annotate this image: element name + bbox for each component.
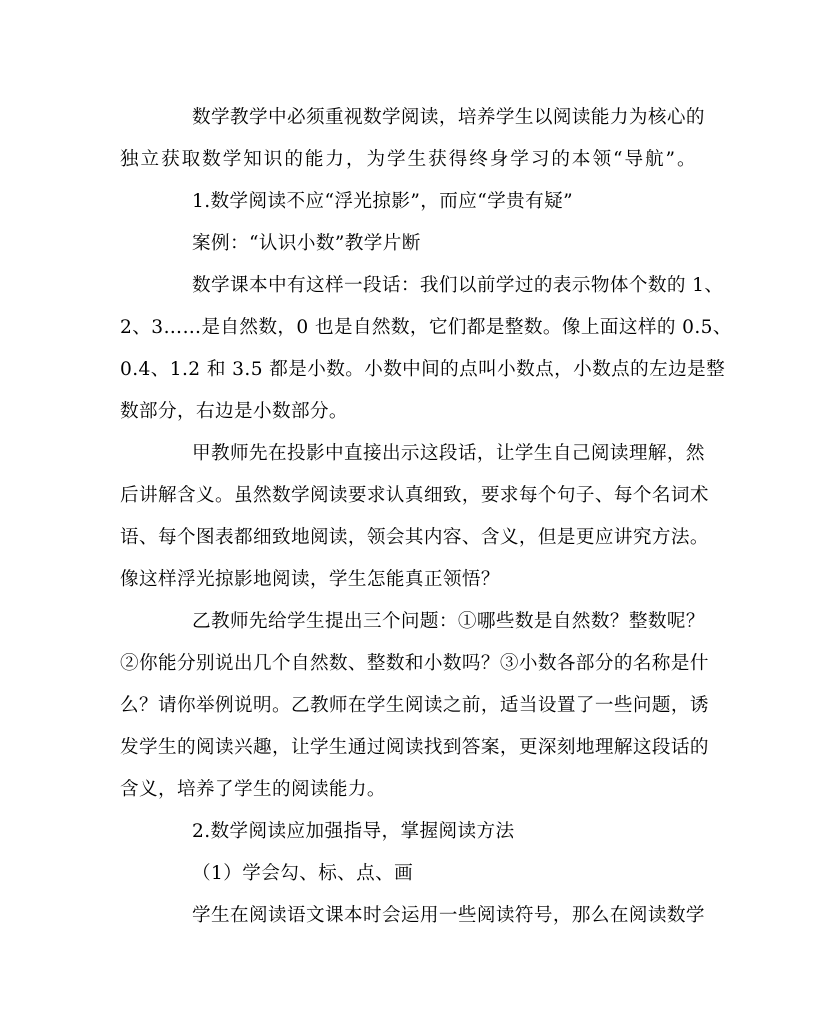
paragraph-line: 像这样浮光掠影地阅读，学生怎能真正领悟？ <box>120 569 500 590</box>
paragraph-line: 后讲解含义。虽然数学阅读要求认真细致，要求每个句子、每个名词术 <box>120 485 709 506</box>
paragraph-line: 数部分，右边是小数部分。 <box>120 401 348 422</box>
subsection-heading: （1）学会勾、标、点、画 <box>192 863 414 884</box>
paragraph-line: 乙教师先给学生提出三个问题：①哪些数是自然数？整数呢？ <box>192 611 705 632</box>
paragraph-line: 语、每个图表都细致地阅读，领会其内容、含义，但是更应讲究方法。 <box>120 527 709 548</box>
section-heading: 1.数学阅读不应“浮光掠影”，而应“学贵有疑” <box>192 191 574 212</box>
paragraph-line: 独立获取数学知识的能力，为学生获得终身学习的本领“导航”。 <box>120 149 696 170</box>
case-title: 案例：“认识小数”教学片断 <box>192 233 421 254</box>
paragraph-line: 0.4、1.2 和 3.5 都是小数。小数中间的点叫小数点，小数点的左边是整 <box>120 359 726 380</box>
paragraph-line: ②你能分别说出几个自然数、整数和小数吗？③小数各部分的名称是什 <box>120 653 709 674</box>
section-heading: 2.数学阅读应加强指导，掌握阅读方法 <box>192 821 515 842</box>
paragraph-line: 数学课本中有这样一段话：我们以前学过的表示物体个数的 1、 <box>192 275 724 296</box>
paragraph-line: 数学教学中必须重视数学阅读，培养学生以阅读能力为核心的 <box>192 107 705 128</box>
paragraph-line: 发学生的阅读兴趣，让学生通过阅读找到答案，更深刻地理解这段话的 <box>120 737 709 758</box>
paragraph-line: 2、3……是自然数，0 也是自然数，它们都是整数。像上面这样的 0.5、 <box>120 317 732 338</box>
paragraph-line: 么？请你举例说明。乙教师在学生阅读之前，适当设置了一些问题，诱 <box>120 695 709 716</box>
paragraph-line: 甲教师先在投影中直接出示这段话，让学生自己阅读理解，然 <box>192 443 705 464</box>
paragraph-line: 学生在阅读语文课本时会运用一些阅读符号，那么在阅读数学 <box>192 905 705 926</box>
paragraph-line: 含义，培养了学生的阅读能力。 <box>120 779 386 800</box>
